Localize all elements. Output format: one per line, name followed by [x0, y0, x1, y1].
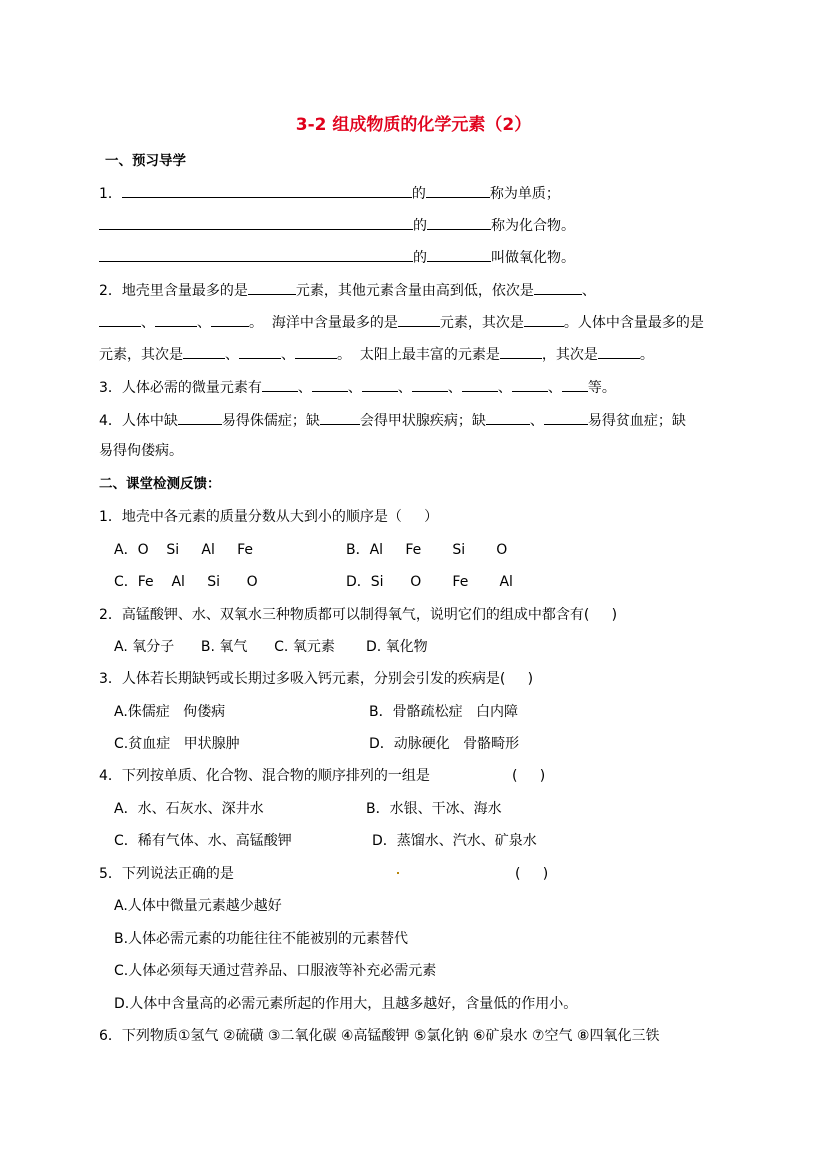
preview-q1-line1: 1． 的 称为单质； [99, 186, 560, 202]
check-q1: 1．地壳中各元素的质量分数从大到小的顺序是（ ） [99, 509, 439, 525]
answer-blank [598, 345, 640, 359]
answer-blank [155, 313, 197, 327]
check-q4: 4．下列按单质、化合物、混合物的顺序排列的一组是 [99, 768, 430, 784]
check-q5-option-a: A.人体中微量元素越少越好 [114, 898, 282, 914]
answer-blank [99, 313, 141, 327]
check-q5-option-c: C.人体必须每天通过营养品、口服液等补充必需元素 [114, 963, 437, 979]
check-q3-option-a: A.侏儒症 佝偻病 [114, 704, 226, 720]
answer-blank [562, 378, 588, 392]
answer-blank [534, 281, 582, 295]
answer-blank [262, 378, 298, 392]
section-heading-preview: 一、预习导学 [105, 153, 186, 169]
check-q4-option-d: D．蒸馏水、汽水、矿泉水 [372, 833, 537, 849]
stray-dot [397, 872, 399, 874]
preview-q2-line1: 2．地壳里含量最多的是 元素，其他元素含量由高到低，依次是 、 [99, 283, 596, 299]
check-q5-paren: ( ) [515, 866, 549, 882]
answer-blank [239, 345, 281, 359]
check-q1-option-d: D．Si O Fe Al [346, 574, 513, 590]
answer-blank [295, 345, 337, 359]
check-q6: 6．下列物质①氢气 ②硫磺 ③二氧化碳 ④高锰酸钾 ⑤氯化钠 ⑥矿泉水 ⑦空气 ⑧四氧化三铁 [99, 1028, 660, 1044]
check-q2: 2．高锰酸钾、水、双氧水三种物质都可以制得氧气，说明它们的组成中都含有( ) [99, 607, 618, 623]
page-title: 3-2 组成物质的化学元素（2） [295, 115, 532, 135]
answer-blank [544, 411, 588, 425]
check-q4-paren: ( ) [512, 768, 546, 784]
answer-blank [320, 411, 360, 425]
answer-blank [362, 378, 398, 392]
check-q4-option-a: A．水、石灰水、深井水 [114, 801, 264, 817]
check-q3-option-c: C.贫血症 甲状腺肿 [114, 736, 240, 752]
check-q3-option-b: B．骨骼疏松症 白内障 [369, 704, 518, 720]
answer-blank [99, 216, 413, 230]
answer-blank [183, 345, 225, 359]
answer-blank [427, 248, 491, 262]
answer-blank [248, 281, 296, 295]
answer-blank [211, 313, 249, 327]
question-number: 1． [99, 186, 122, 202]
answer-blank [99, 248, 413, 262]
answer-blank [427, 216, 491, 230]
answer-blank [122, 184, 412, 198]
answer-blank [462, 378, 498, 392]
preview-q4-line1: 4．人体中缺 易得侏儒症；缺 会得甲状腺疾病；缺 、 易得贫血症；缺 [99, 413, 686, 429]
check-q5: 5．下列说法正确的是 [99, 866, 234, 882]
check-q1-option-c: C．Fe Al Si O [114, 574, 258, 590]
preview-q1-line2: 的 称为化合物。 [99, 216, 575, 235]
check-q5-option-b: B.人体必需元素的功能往往不能被别的元素替代 [114, 931, 409, 947]
preview-q1-line3: 的 叫做氧化物。 [99, 248, 575, 267]
answer-blank [524, 313, 564, 327]
check-q2-options: A. 氧分子 B. 氧气 C. 氧元素 D. 氧化物 [114, 639, 428, 655]
check-q5-option-d: D.人体中含量高的必需元素所起的作用大，且越多越好，含量低的作用小。 [114, 996, 578, 1012]
check-q3: 3．人体若长期缺钙或长期过多吸入钙元素，分别会引发的疾病是( ) [99, 671, 534, 687]
answer-blank [512, 378, 548, 392]
preview-q2-line3: 元素，其次是 、 、 。 太阳上最丰富的元素是 ，其次是 。 [99, 347, 654, 363]
answer-blank [426, 184, 490, 198]
preview-q2-line2: 、 、 。 海洋中含量最多的是 元素，其次是 。人体中含量最多的是 [99, 313, 704, 332]
answer-blank [178, 411, 222, 425]
check-q1-option-a: A．O Si Al Fe [114, 542, 254, 558]
check-q4-option-c: C．稀有气体、水、高锰酸钾 [114, 833, 292, 849]
answer-blank [398, 313, 440, 327]
check-q1-option-b: B．Al Fe Si O [346, 542, 508, 558]
answer-blank [312, 378, 348, 392]
answer-blank [500, 345, 542, 359]
preview-q3: 3．人体必需的微量元素有 、 、 、 、 、 、 等。 [99, 380, 616, 396]
section-heading-check: 二、课堂检测反馈： [99, 476, 221, 492]
preview-q4-line2: 易得佝偻病。 [99, 443, 183, 459]
check-q4-option-b: B．水银、干冰、海水 [366, 801, 502, 817]
answer-blank [412, 378, 448, 392]
answer-blank [486, 411, 530, 425]
check-q3-option-d: D．动脉硬化 骨骼畸形 [369, 736, 520, 752]
